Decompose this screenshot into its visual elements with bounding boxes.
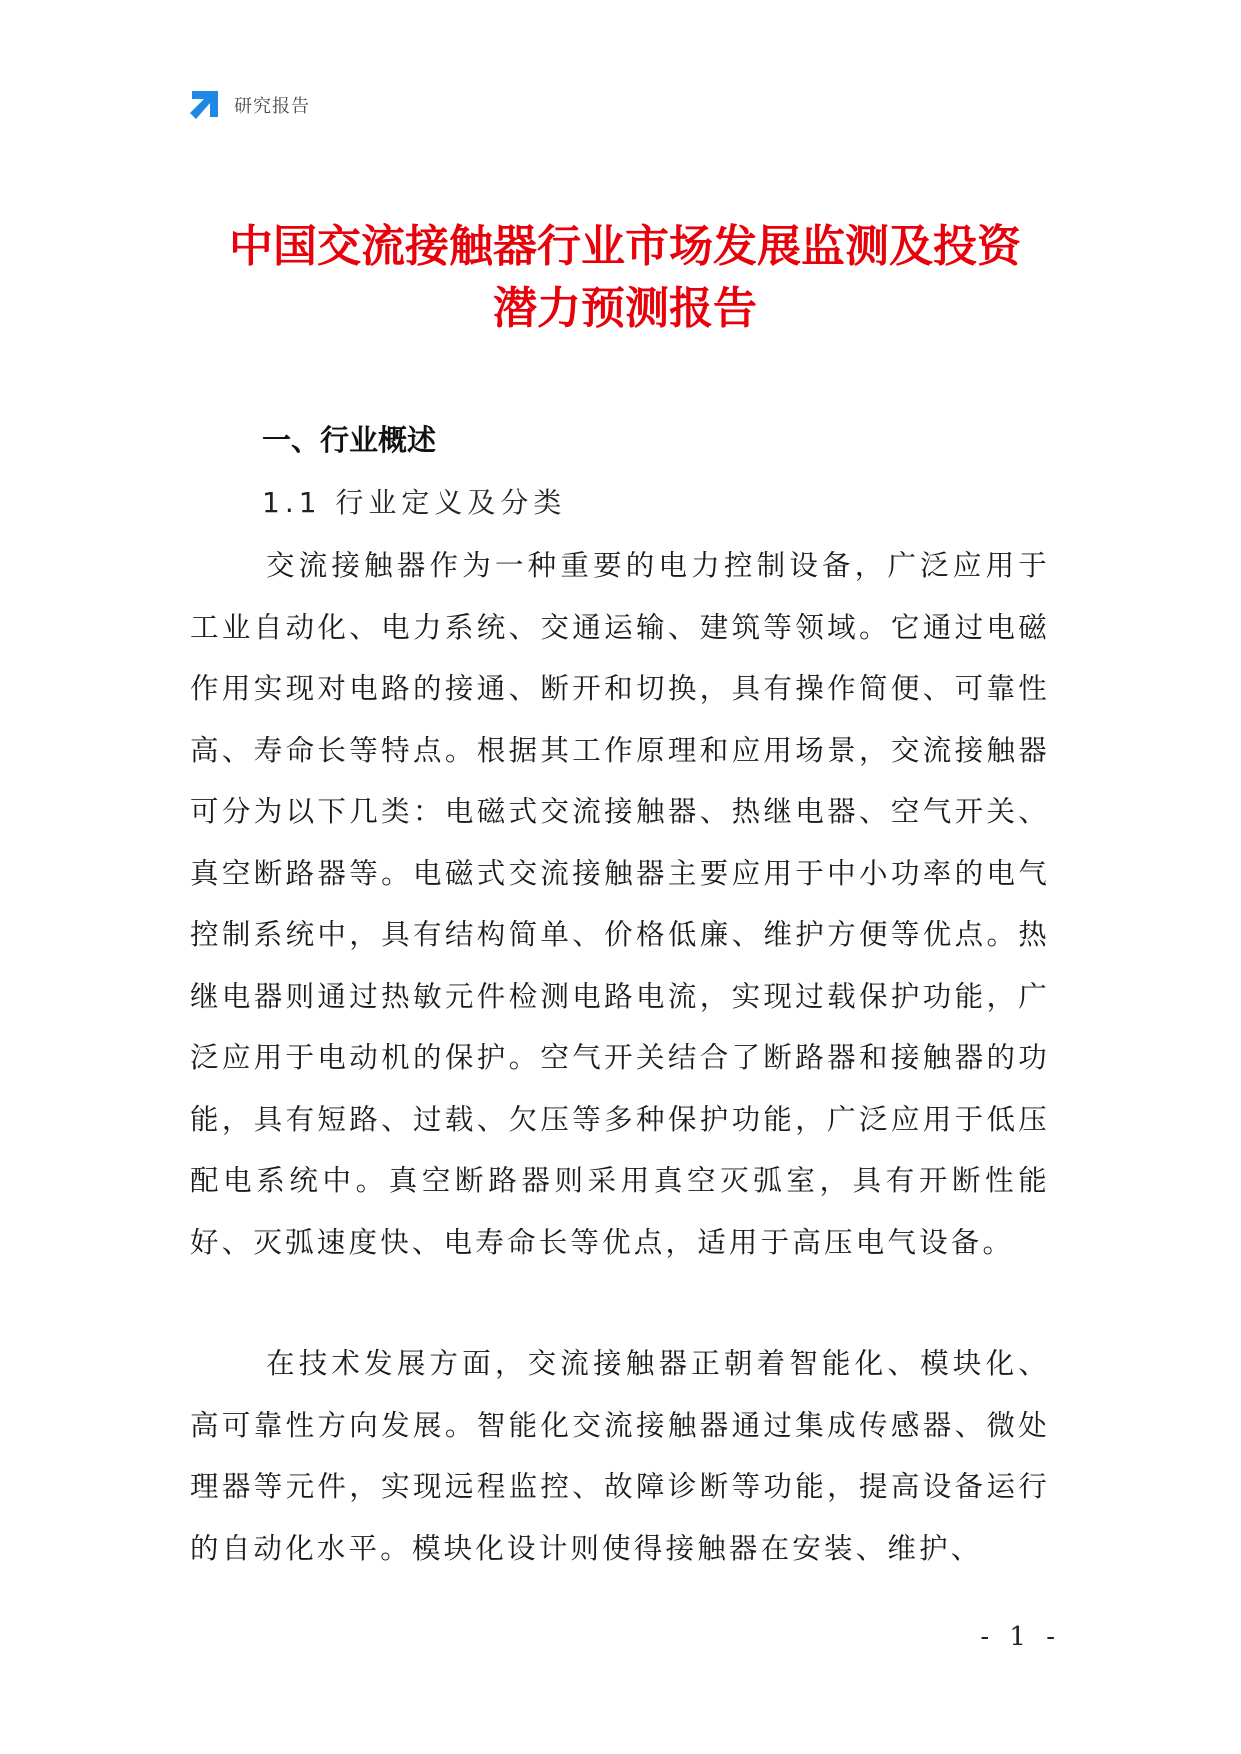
page-number: - 1 - [980,1622,1061,1652]
header-label: 研究报告 [234,96,310,117]
arrow-up-right-logo-icon [190,89,220,121]
document-title [160,216,1090,340]
body-paragraph: 交流接触器作为一种重要的电力控制设备，广泛应用于工业自动化、电力系统、交通运输、建筑等领域。它通过电磁作用实现对电路的接通、断开和切换，具有操作简便、可靠性高、寿命长等特点。根据其工作原理和应用场景，交流接触器可分为以下几类：电磁式交流接触器、热继电器、空气开关、真空断路器等。电磁式交流接触器主要应用于中小功率的电气控制系统中，具有结构简单、价格低廉、维护方便等优点。热继电器则通过热敏元件检测电路电流，实现过载保护功能，广泛应用于电动机的保护。空气开关结合了断路器和接触器的功能，具有短路、过载、欠压等多种保护功能，广泛应用于低压配电系统中。真空断路器则采用真空灭弧室，具有开断性能好、灭弧速度快、电寿命长等优点，适用于高压电气设备。 [190,549,1050,1259]
title-line-2: 潜力预测报告 [493,283,757,334]
title-line-1: 中国交流接触器行业市场发展监测及投资 [229,221,1021,272]
body-paragraph: 在技术发展方面，交流接触器正朝着智能化、模块化、高可靠性方向发展。智能化交流接触器通过集成传感器、微处理器等元件，实现远程监控、故障诊断等功能，提高设备运行的自动化水平。模块化设计则使得接触器在安装、维护、 [190,1347,1050,1565]
report-header [190,88,310,122]
section-heading: 一、行业概述 [262,423,437,457]
sub-heading: 1.1 行业定义及分类 [262,486,567,519]
